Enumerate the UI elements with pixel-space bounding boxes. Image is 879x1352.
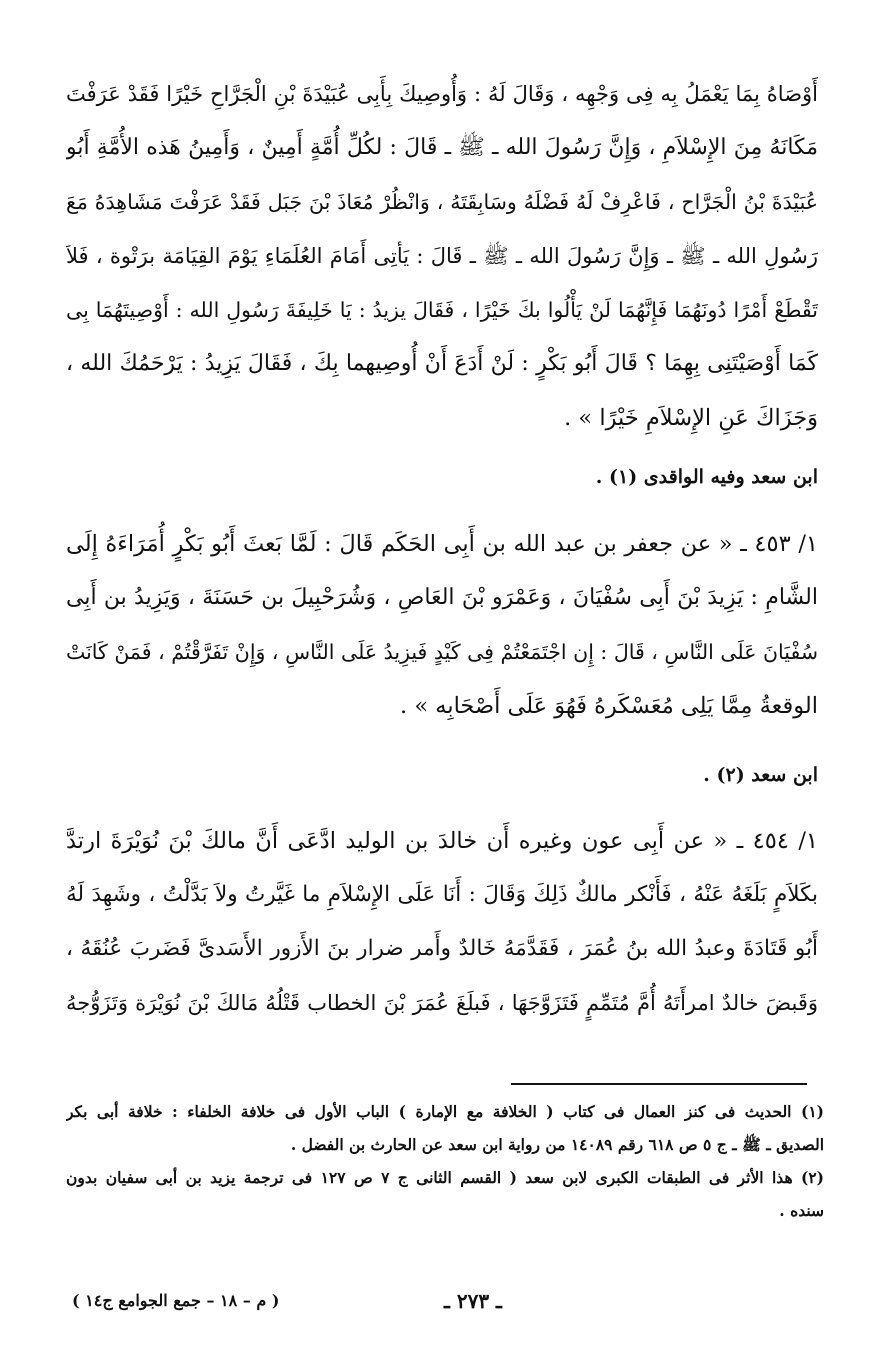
text-line: تَقْطَعْ أَمْرًا دُونَهُمَا فَإِنَّهُمَا لَنْ يَأْلُوا بكَ خَيْرًا ، فَقَالَ يزيدُ : يَا خَلِيفَةَ رَسُولِ الله : أَوْصِيتَهُمَا بِى bbox=[66, 298, 818, 322]
text-line: الوقعةُ مِمَّا يَلِى مُعَسْكَرهُ فَهُوَ عَلَى أَصْحَابِه » . bbox=[400, 693, 818, 719]
volume-info: ( م – ١٨ – جمع الجوامع ج١٤ ) bbox=[72, 1291, 280, 1310]
source-citation-1 bbox=[66, 450, 818, 504]
page-number: ـ ٢٧٣ ـ bbox=[444, 1289, 502, 1313]
text-line: أَبُو قَتَادَةَ وعبدُ الله بنُ عُمَرَ ، فَقَدَّمَهُ خَالدٌ وأَمر ضرار بنَ الأَزور الأَسَدىَّ فَضَربَ عُنُقَهُ ، bbox=[66, 936, 818, 961]
text-line: رَسُولِ الله ـ ﷺ ـ وَإِنَّ رَسُولَ الله ـ ﷺ ـ قَالَ : يَأتِى أَمَامَ العُلَمَاءِ يَوْمَ القِيَامَة برَتْوة ، فَلاَ bbox=[66, 244, 818, 268]
text-line: سُفْيَانَ عَلَى النَّاسِ ، قَالَ : إِن اجْتَمَعْتُمْ فِى كَيْدٍ فَيزِيدُ عَلَى النَّاسِ ، وَإِنْ تَفَرَّقْتُمْ ، فَمَنْ كَانَتْ bbox=[66, 640, 818, 664]
text-line: مَكَانَهُ مِنَ الإِسْلاَمِ ، وَإِنَّ رَسُولَ الله ـ ﷺ ـ قَالَ : لكُلِّ أُمَّةٍ أَمِينٌ ، وَأَمِينُ هَذه الأُمَّةِ أَبُو bbox=[66, 135, 818, 160]
text-line: وَجَزَاكَ عَنِ الإِسْلاَمِ خَيْرًا » . bbox=[564, 405, 818, 431]
source-text: ابن سعد وفيه الواقدى (١) . bbox=[595, 466, 818, 488]
text-line: ١/ ٤٥٣ ـ « عن جعفر بن عبد الله بن أَبِى الحَكَم قَالَ : لَمَّا بَعثَ أَبُو بَكْرٍ أُمَرَاءَهُ إِلَى bbox=[66, 531, 818, 557]
page-footer bbox=[66, 1283, 818, 1323]
paragraph-3 bbox=[66, 814, 818, 1030]
text-line: بكَلاَمٍ بَلَغَهُ عَنْهُ ، فَأَنْكر مالكٌ ذَلِكَ وَقَالَ : أَنَا عَلَى الإِسْلاَمِ ما غَيَّرتُ ولاَ بَدَّلْتُ ، وشَهِدَ لَهُ bbox=[66, 882, 818, 907]
footnote-line: (١) الحديث فى كنز العمال فى كتاب ( الخلافة مع الإمارة ) الباب الأول فى خلافة الخلفاء : خلافة أبى بكر bbox=[66, 1102, 824, 1121]
paragraph-1 bbox=[66, 67, 818, 445]
source-citation-2 bbox=[66, 748, 818, 802]
text-line: ١/ ٤٥٤ ـ « عن أَبِى عون وغيره أَن خالدَ بن الوليد ادَّعَى أَنَّ مالكَ بْنَ نُوَيْرَةَ ارتدَّ bbox=[66, 828, 818, 854]
footnotes bbox=[66, 1095, 824, 1227]
source-text: ابن سعد (٢) . bbox=[703, 764, 818, 786]
footnote-line: الصديق ـ ﷺ ـ ج ٥ ص ٦١٨ رقم ١٤٠٨٩ من رواية ابن سعد عن الحارث بن الفضل . bbox=[290, 1135, 824, 1154]
text-line: كَمَا أَوْصَيْتَنِى بِهِمَا ؟ قَالَ أَبُو بَكْرٍ : لَنْ أَدَعَ أَنْ أُوصِيهما بِكَ ، فَقَالَ يَزِيدُ : يَرْحَمُكَ الله ، bbox=[66, 351, 818, 376]
footnote-line: سنده . bbox=[779, 1201, 824, 1220]
text-line: عُبَيْدَةَ بْنُ الْجَرَّاح ، فَاعْرِفْ لَهُ فَضْلَهُ وسَابِقَتَهُ ، وَانْظُرْ مُعَاذَ بْنَ جَبَل فَقَدْ عَرَفْتَ مَشَاهِدَهُ مَعَ bbox=[66, 190, 818, 214]
footnote-line: (٢) هذا الأثر فى الطبقات الكبرى لابن سعد ( القسم الثانى ج ٧ ص ١٢٧ فى ترجمة يزيد بن أبى سفيان بدون bbox=[66, 1168, 824, 1187]
text-line: الشَّامِ : يَزِيدَ بْنَ أَبِى سُفْيَانَ ، وَعَمْرَو بْنَ العَاصِ ، وَشُرَحْبِيلَ بن حَسَنَةَ ، وَيَزِيدُ بن أَبِى bbox=[66, 585, 818, 610]
text-line: أَوْصَاهُ بِمَا يَعْمَلُ بِه فِى وَجْهِه ، وَقَالَ لَهُ : وَأُوصِيكَ بِأَبِى عُبَيْدَةَ بْنِ الْجَرَّاحِ خَيْرًا فَقَدْ عَرَفْتَ bbox=[66, 82, 818, 106]
text-line: وَقَبضَ خالدٌ امرأَتَهُ أُمَّ مُتَمِّمٍ فَتَزَوَّجَهَا ، فَبلَغَ عُمَرَ بْنَ الخطاب قَتْلُهُ مَالكَ بْنَ نُوَيْرَة وَتَزَوُّجهُ bbox=[66, 991, 818, 1015]
footnote-divider bbox=[511, 1083, 807, 1085]
paragraph-2 bbox=[66, 517, 818, 733]
